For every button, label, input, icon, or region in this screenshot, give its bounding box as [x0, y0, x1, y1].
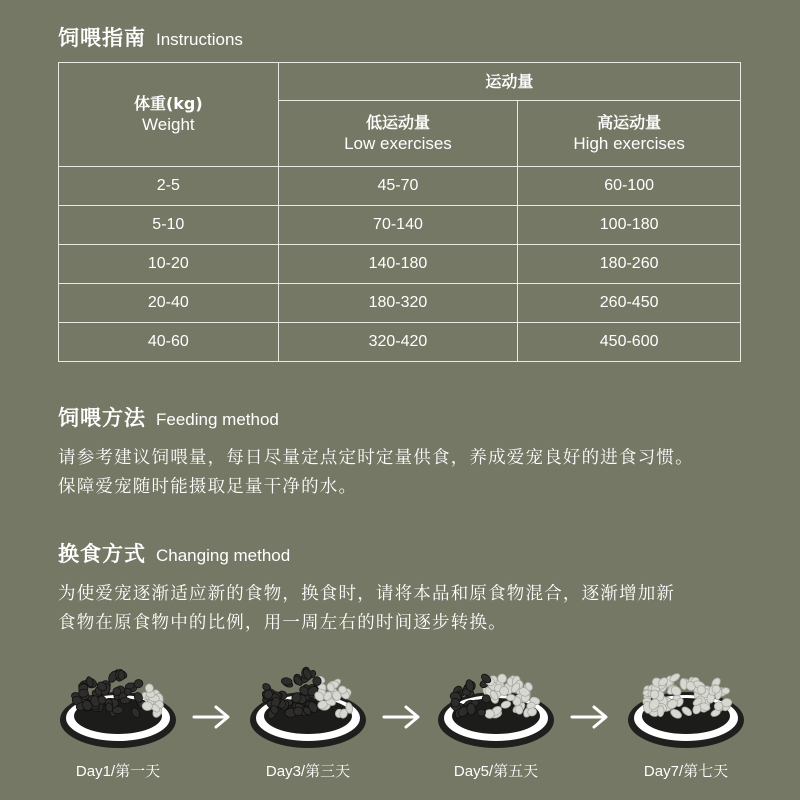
- low-cell: 140-180: [278, 245, 518, 284]
- instructions-title: [58, 22, 243, 52]
- step-label-day7: Day7/第七天: [643, 763, 729, 780]
- low-cell: 70-140: [278, 206, 518, 245]
- weight-header-zh: 体重(kg): [133, 94, 203, 113]
- food-bowl-icon: [626, 660, 746, 750]
- step-label-day5: Day5/第五天: [453, 763, 539, 780]
- step-label-day1: Day1/第一天: [75, 763, 161, 780]
- weight-cell: 10-20: [59, 245, 279, 284]
- feeding-guide-table: [58, 62, 741, 362]
- food-bowl-icon: [436, 660, 556, 750]
- high-cell: 100-180: [518, 206, 741, 245]
- weight-cell: 2-5: [59, 167, 279, 206]
- weight-cell: 5-10: [59, 206, 279, 245]
- high-exercise-header-en: High exercises: [573, 134, 685, 153]
- step-label-day3: Day3/第三天: [265, 763, 351, 780]
- arrow-right-icon: [192, 703, 232, 731]
- weight-cell: 40-60: [59, 323, 279, 362]
- table-row: [59, 284, 741, 323]
- food-bowl-icon: [248, 660, 368, 750]
- changing-method-title-zh: 换食方式: [58, 542, 146, 566]
- feeding-line-1: 请参考建议饲喂量，每日尽量定点定时定量供食，养成爱宠良好的进食习惯。: [58, 448, 694, 468]
- table-row: [59, 323, 741, 362]
- feeding-method-title: [58, 402, 279, 432]
- changing-line-2: 食物在原食物中的比例，用一周左右的时间逐步转换。: [58, 613, 507, 633]
- weight-cell: 20-40: [59, 284, 279, 323]
- table-row: [59, 206, 741, 245]
- low-cell: 180-320: [278, 284, 518, 323]
- high-cell: 60-100: [518, 167, 741, 206]
- feeding-method-title-en: Feeding method: [156, 410, 279, 429]
- exercise-header-zh: 运动量: [485, 71, 534, 91]
- changing-method-title: [58, 538, 290, 568]
- high-exercise-header-zh: 高运动量: [597, 113, 662, 132]
- high-exercise-header: [518, 101, 741, 167]
- feeding-method-title-zh: 饲喂方法: [58, 406, 146, 430]
- table-row: [59, 245, 741, 284]
- weight-header: [59, 63, 279, 167]
- exercise-header: [278, 63, 740, 101]
- feeding-line-2: 保障爱宠随时能摄取足量干净的水。: [58, 477, 358, 497]
- low-exercise-header-zh: 低运动量: [365, 113, 430, 132]
- changing-line-1: 为使爱宠逐渐适应新的食物，换食时，请将本品和原食物混合，逐渐增加新: [58, 584, 676, 604]
- arrow-right-icon: [570, 703, 610, 731]
- weight-header-en: Weight: [142, 115, 195, 134]
- low-cell: 320-420: [278, 323, 518, 362]
- feeding-method-text: [58, 444, 758, 502]
- high-cell: 260-450: [518, 284, 741, 323]
- low-exercise-header: [278, 101, 518, 167]
- table-row: [59, 167, 741, 206]
- arrow-right-icon: [382, 703, 422, 731]
- changing-method-title-en: Changing method: [156, 546, 291, 565]
- instructions-title-en: Instructions: [156, 30, 243, 49]
- high-cell: 450-600: [518, 323, 741, 362]
- changing-method-text: [58, 580, 758, 638]
- instructions-title-zh: 饲喂指南: [58, 26, 146, 50]
- high-cell: 180-260: [518, 245, 741, 284]
- low-cell: 45-70: [278, 167, 518, 206]
- food-bowl-icon: [58, 660, 178, 750]
- low-exercise-header-en: Low exercises: [344, 134, 452, 153]
